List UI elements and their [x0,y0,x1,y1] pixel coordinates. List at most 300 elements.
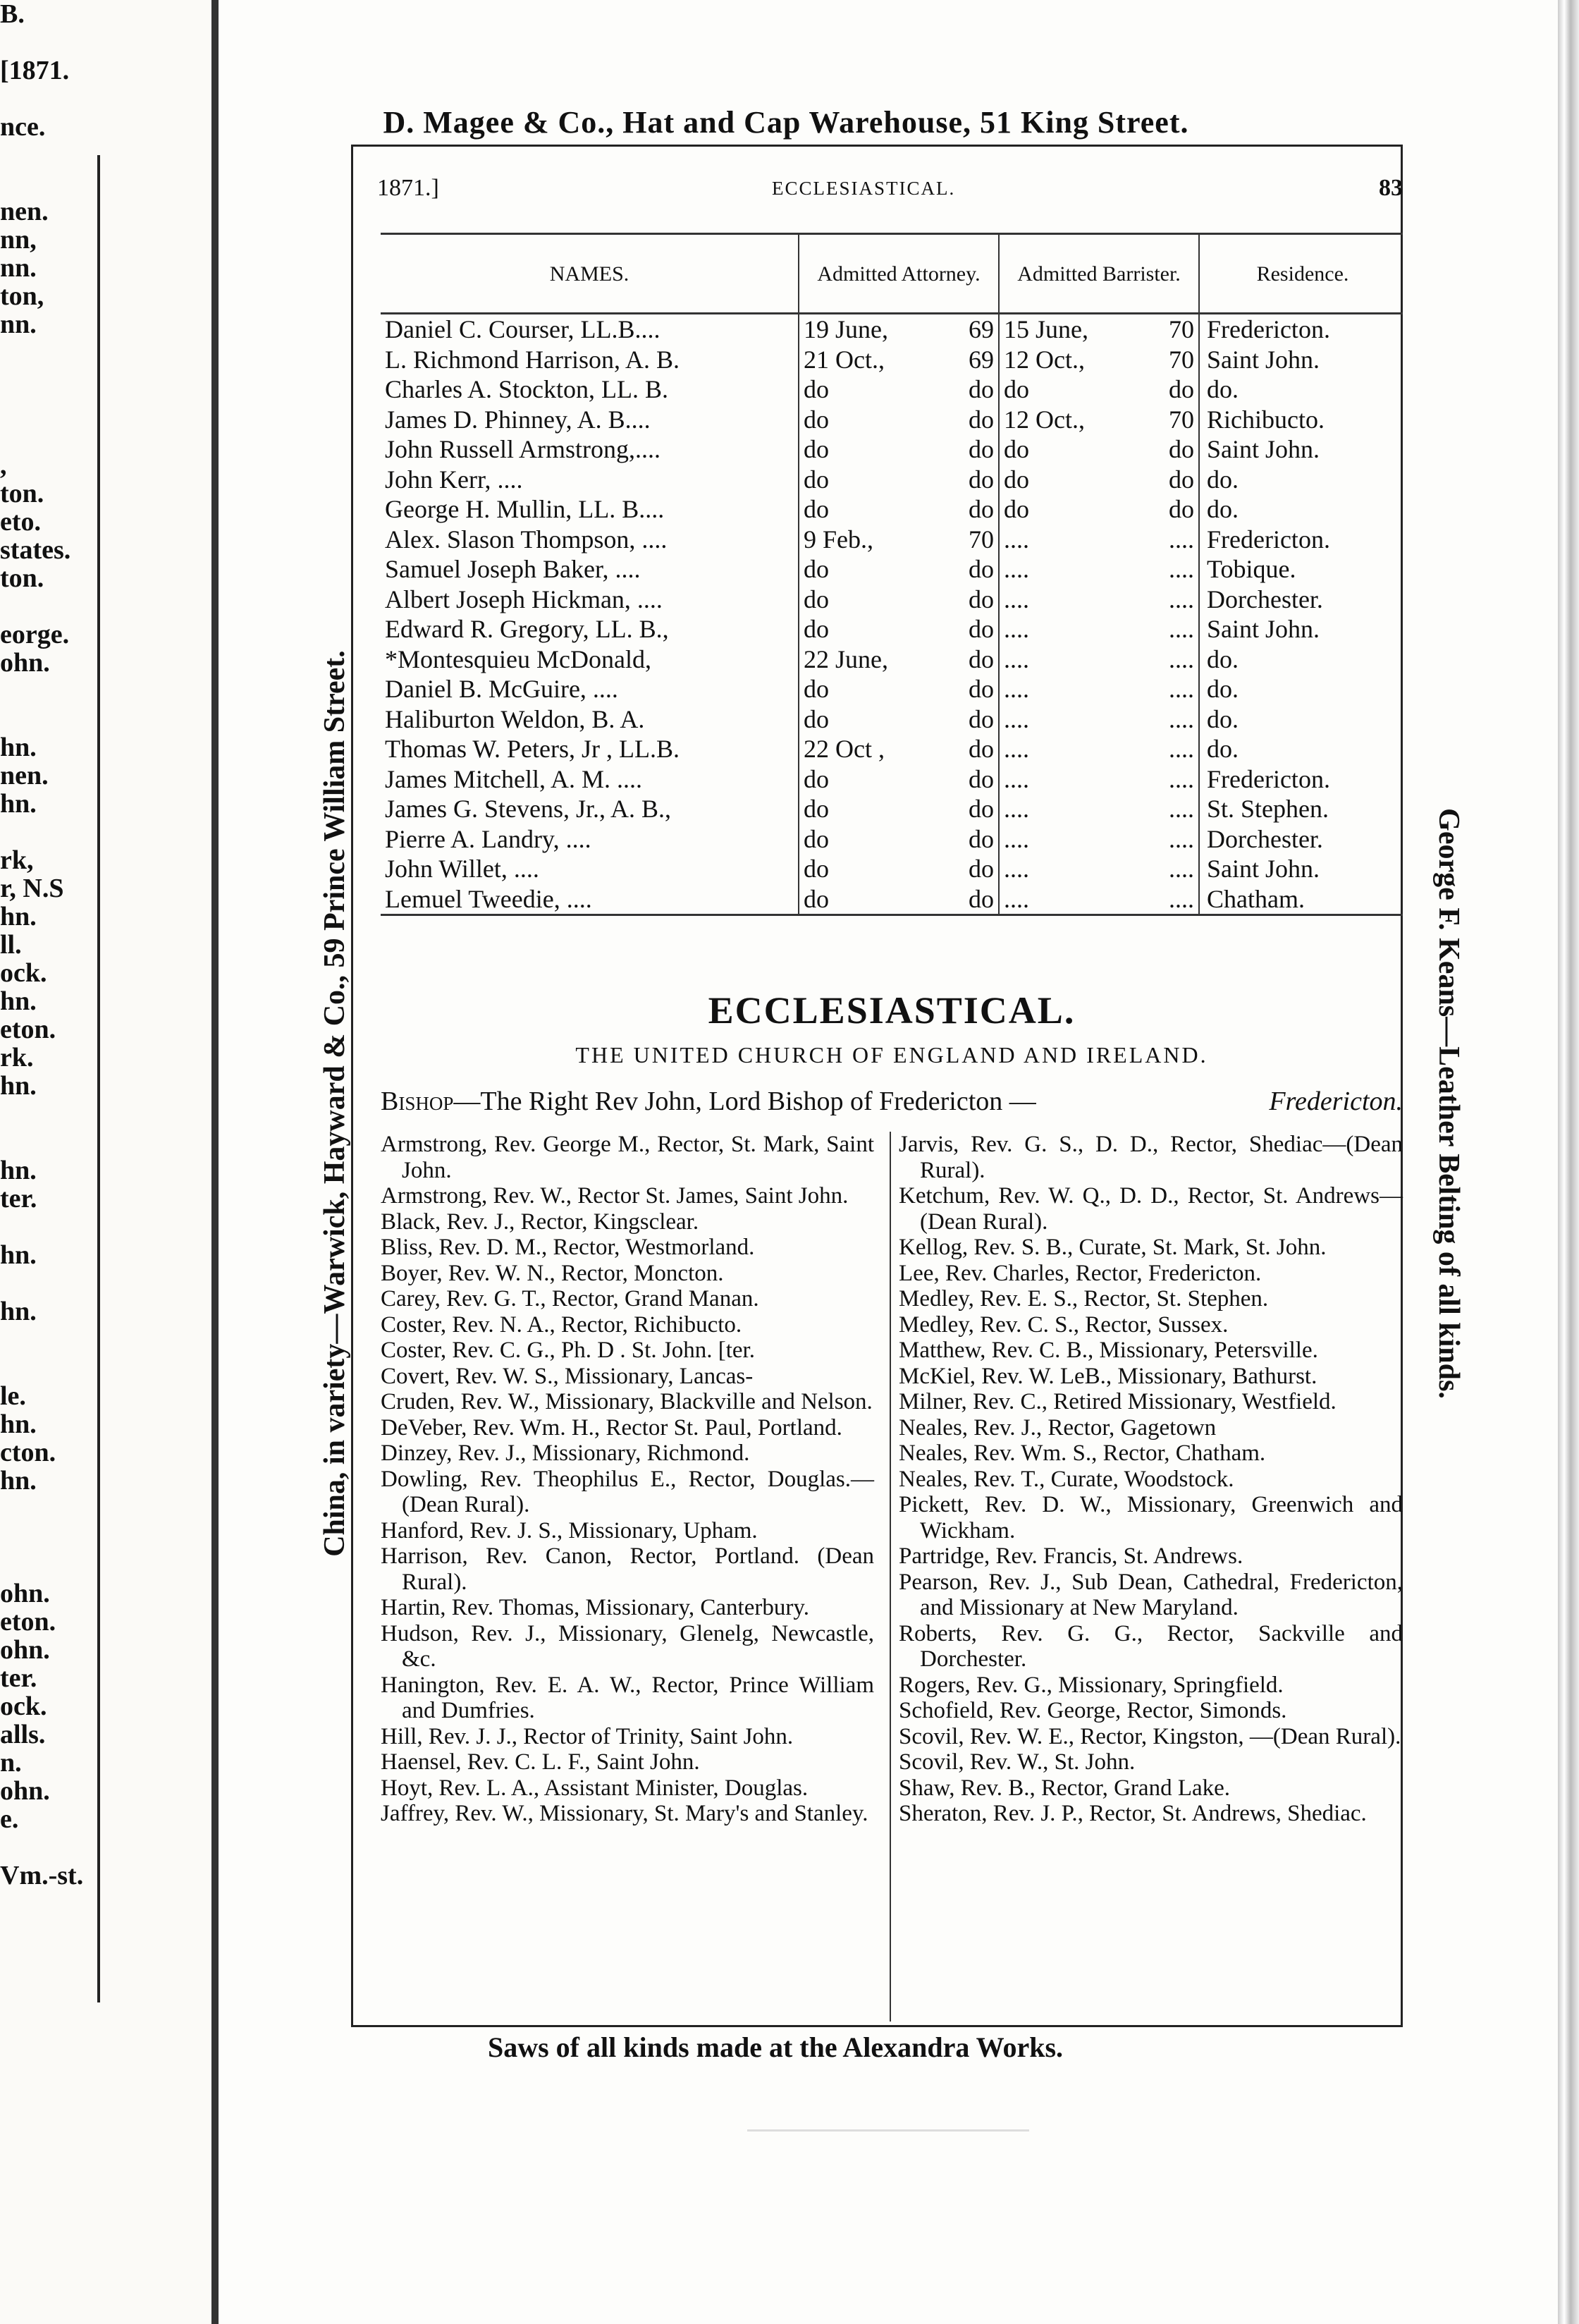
clergy-entry: DeVeber, Rev. Wm. H., Rector St. Paul, Portland. [381,1414,842,1441]
lawyer-name: Charles A. Stockton, LL. B. [385,375,668,404]
previous-page-line [0,1551,92,1579]
attorney-date: do [804,675,829,704]
lawyer-name: Albert Joseph Hickman, .... [385,585,663,613]
previous-page-line [0,423,92,451]
admitted-barrister-cell [999,734,1199,764]
barrister-date: .... [1004,824,1029,853]
barrister-year: do [1169,495,1194,524]
previous-page-line [0,705,92,733]
clergy-entry: Dowling, Rev. Theophilus E., Rector, Douglas.—(Dean Rural). [381,1466,874,1517]
barrister-year: do [1169,375,1194,404]
table-row [381,345,1403,375]
attorney-year: do [969,824,994,853]
clergy-entry: Pearson, Rev. J., Sub Dean, Cathedral, Fredericton, and Missionary at New Maryland. [899,1569,1403,1620]
attorney-date: 22 Oct , [804,735,885,764]
residence: Saint John. [1199,345,1403,375]
table-row [381,374,1403,405]
barrister-date: .... [1004,585,1029,613]
table-header-row [381,234,1403,314]
barrister-year: .... [1169,644,1194,673]
lawyer-name: James D. Phinney, A. B.... [385,405,651,434]
previous-page-line: n. [0,1748,22,1778]
admitted-attorney-cell [799,884,999,915]
barrister-year: .... [1169,884,1194,913]
barrister-year: do [1169,465,1194,494]
admitted-attorney-cell [799,525,999,555]
previous-page-line [0,169,92,197]
previous-page-line [0,1354,92,1382]
previous-page-line: ter. [0,1184,37,1213]
admitted-barrister-cell [999,345,1199,375]
clergy-entry: Scovil, Rev. W. E., Rector, Kingston, —(Dean Rural). [899,1723,1401,1749]
attorney-year: do [969,884,994,913]
admitted-barrister-cell [999,434,1199,465]
residence: Saint John. [1199,854,1403,884]
admitted-attorney-cell [799,704,999,735]
previous-page-line [0,395,92,423]
previous-page-line: le. [0,1381,26,1411]
clergy-entry: Kellog, Rev. S. B., Curate, St. Mark, St. John. [899,1235,1327,1260]
barrister-year: 70 [1169,315,1194,344]
previous-page-line: r, N.S [0,874,64,903]
previous-page-line: hn. [0,733,37,762]
admitted-barrister-cell [999,525,1199,555]
table-row [381,554,1403,585]
previous-page-line: nen. [0,197,49,226]
attorney-year: 69 [969,345,994,374]
table-row [381,824,1403,855]
previous-page-line: nn, [0,225,37,255]
lawyer-name: *Montesquieu McDonald, [385,644,651,673]
clergy-entry: Neales, Rev. T., Curate, Woodstock. [899,1466,1234,1492]
residence: Saint John. [1199,614,1403,644]
clergy-entry: Haensel, Rev. C. L. F., Saint John. [381,1749,700,1775]
attorney-year: do [969,615,994,644]
residence: Dorchester. [1199,824,1403,855]
previous-page-line: [1871. [0,56,70,85]
barrister-date: 12 Oct., [1004,345,1085,374]
clergy-entry: McKiel, Rev. W. LeB., Missionary, Bathurst. [899,1363,1317,1389]
clergy-entry: Bliss, Rev. D. M., Rector, Westmorland. [381,1235,755,1260]
admitted-barrister-cell [999,554,1199,585]
ecclesiastical-title: ECCLESIASTICAL. [708,989,1076,1032]
admitted-attorney-cell [799,405,999,435]
header-admitted-attorney: Admitted Attorney. [799,234,999,314]
page-number: 83 [1379,175,1403,201]
clergy-entry: Hanington, Rev. E. A. W., Rector, Prince William and Dumfries. [381,1672,874,1723]
clergy-entry: Medley, Rev. C. S., Rector, Sussex. [899,1311,1229,1338]
admitted-barrister-cell [999,374,1199,405]
church-heading: THE UNITED CHURCH OF ENGLAND AND IRELAND. [575,1042,1208,1068]
table-row [381,434,1403,465]
attorney-year: do [969,855,994,883]
attorney-date: do [804,585,829,613]
attorney-date: do [804,495,829,524]
bottom-advertisement: Saws of all kinds made at the Alexandra Works. [487,2031,1064,2063]
admitted-barrister-cell [999,465,1199,495]
table-row [381,764,1403,795]
barrister-year: .... [1169,855,1194,883]
lawyer-name: James G. Stevens, Jr., A. B., [385,795,672,824]
barrister-date: do [1004,375,1029,404]
barrister-year: .... [1169,824,1194,853]
residence: do. [1199,734,1403,764]
clergy-entry: Covert, Rev. W. S., Missionary, Lancas- [381,1363,754,1389]
lawyer-name: Thomas W. Peters, Jr , LL.B. [385,735,680,764]
clergy-entry: Partridge, Rev. Francis, St. Andrews. [899,1543,1243,1569]
clergy-entry: Coster, Rev. C. G., Ph. D . St. John. [ter. [381,1338,755,1363]
table-row [381,854,1403,884]
bishop-label: Bishop [381,1087,454,1116]
table-row [381,794,1403,824]
admitted-attorney-cell [799,854,999,884]
top-advertisement: D. Magee & Co., Hat and Cap Warehouse, 51 King Street. [383,105,1189,140]
previous-page-line: hn. [0,1297,37,1326]
previous-page-line: ton. [0,479,44,508]
residence: Chatham. [1199,884,1403,915]
lawyer-name: L. Richmond Harrison, A. B. [385,345,680,374]
previous-page-line [0,1326,92,1354]
table-row [381,465,1403,495]
right-vertical-advertisement: George F. Keans—Leather Belting of all kinds. [1432,808,1465,1399]
header-names: NAMES. [381,234,799,314]
clergy-entry: Medley, Rev. E. S., Rector, St. Stephen. [899,1286,1269,1311]
previous-page-line: ton. [0,563,44,593]
barrister-year: .... [1169,615,1194,644]
admitted-barrister-cell [999,884,1199,915]
attorney-date: do [804,795,829,824]
admitted-barrister-cell [999,644,1199,675]
attorney-date: 22 June, [804,644,888,673]
clergy-entry: Neales, Rev. Wm. S., Rector, Chatham. [899,1441,1266,1466]
previous-page-line: ton, [0,281,44,311]
admitted-barrister-cell [999,405,1199,435]
previous-page-line [0,367,92,395]
previous-page-line: ohn. [0,1776,50,1806]
attorney-date: do [804,704,829,733]
attorney-year: 69 [969,315,994,344]
barrister-year: do [1169,435,1194,464]
attorney-year: do [969,375,994,404]
admitted-attorney-cell [799,314,999,345]
lawyer-name: Haliburton Weldon, B. A. [385,704,645,733]
previous-page-line [0,1213,92,1241]
table-row [381,405,1403,435]
previous-page-line: hn. [0,1156,37,1185]
running-header [377,175,1406,210]
column-divider [890,1132,891,2022]
clergy-entry: Roberts, Rev. G. G., Rector, Sackville and Dorchester. [899,1620,1403,1672]
admitted-attorney-cell [799,764,999,795]
lawyer-name: Edward R. Gregory, LL. B., [385,615,669,644]
barrister-date: .... [1004,615,1029,644]
barrister-date: .... [1004,675,1029,704]
previous-page-line: hn. [0,789,37,819]
attorney-date: 9 Feb., [804,525,873,554]
clergy-entry: Hudson, Rev. J., Missionary, Glenelg, Newcastle, &c. [381,1620,874,1672]
attorney-date: do [804,555,829,584]
attorney-year: do [969,585,994,613]
admitted-attorney-cell [799,644,999,675]
previous-page-line: rk, [0,845,34,875]
table-row [381,674,1403,704]
lawyer-name: Daniel C. Courser, LL.B.... [385,315,661,344]
admitted-attorney-cell [799,345,999,375]
previous-page-line [0,85,92,113]
admitted-attorney-cell [799,614,999,644]
attorney-date: do [804,764,829,793]
previous-page-line: nen. [0,761,49,790]
table-row [381,525,1403,555]
previous-page-line: hn. [0,1466,37,1496]
previous-page-line: ohn. [0,1635,50,1665]
residence: Saint John. [1199,434,1403,465]
barrister-year: .... [1169,735,1194,764]
barrister-date: 12 Oct., [1004,405,1085,434]
previous-page-line [0,1523,92,1551]
previous-page-line: Vm.-st. [0,1861,84,1890]
clergy-entry: Jaffrey, Rev. W., Missionary, St. Mary's and Stanley. [381,1801,868,1826]
clergy-entry: Lee, Rev. Charles, Rector, Fredericton. [899,1260,1262,1286]
previous-page-line: e. [0,1804,19,1834]
header-section: ECCLESIASTICAL. [772,178,956,199]
attorney-year: do [969,555,994,584]
clergy-entry: Hill, Rev. J. J., Rector of Trinity, Saint John. [381,1723,794,1749]
barrister-date: do [1004,495,1029,524]
previous-page-line [0,1833,92,1861]
clergy-entry: Milner, Rev. C., Retired Missionary, Westfield. [899,1389,1337,1414]
lawyers-table [381,233,1403,916]
admitted-attorney-cell [799,374,999,405]
barrister-date: .... [1004,884,1029,913]
barrister-date: 15 June, [1004,315,1088,344]
previous-page-line: ll. [0,930,22,960]
table-row [381,314,1403,345]
previous-page-line [0,338,92,367]
attorney-date: do [804,375,829,404]
residence: Fredericton. [1199,525,1403,555]
admitted-attorney-cell [799,824,999,855]
attorney-date: do [804,884,829,913]
attorney-date: 19 June, [804,315,888,344]
lawyer-name: John Kerr, .... [385,465,523,494]
previous-page-line [0,1269,92,1297]
admitted-attorney-cell [799,494,999,525]
admitted-attorney-cell [799,794,999,824]
clergy-entry: Shaw, Rev. B., Rector, Grand Lake. [899,1775,1231,1801]
attorney-year: do [969,795,994,824]
residence: do. [1199,465,1403,495]
admitted-barrister-cell [999,494,1199,525]
admitted-barrister-cell [999,824,1199,855]
barrister-date: .... [1004,704,1029,733]
previous-page-line: B. [0,0,25,29]
attorney-year: do [969,735,994,764]
previous-page-column [0,0,92,1890]
previous-page-line: rk. [0,1043,34,1072]
admitted-barrister-cell [999,614,1199,644]
admitted-attorney-cell [799,734,999,764]
previous-page-line: nn. [0,310,37,339]
clergy-entry: Cruden, Rev. W., Missionary, Blackville and Nelson. [381,1389,873,1414]
barrister-year: .... [1169,585,1194,613]
previous-page-line: nce. [0,112,46,142]
clergy-entry: Hartin, Rev. Thomas, Missionary, Canterbury. [381,1595,809,1620]
admitted-barrister-cell [999,794,1199,824]
page-gutter [211,0,219,2324]
lawyer-name: Alex. Slason Thompson, .... [385,525,668,554]
residence: do. [1199,674,1403,704]
residence: Fredericton. [1199,314,1403,345]
clergy-entry: Carey, Rev. G. T., Rector, Grand Manan. [381,1286,759,1311]
barrister-year: .... [1169,795,1194,824]
bishop-seat: Fredericton. [1269,1087,1403,1116]
previous-page-line [0,1495,92,1523]
clergy-entry: Pickett, Rev. D. W., Missionary, Greenwich and Wickham. [899,1492,1403,1543]
header-admitted-barrister: Admitted Barrister. [999,234,1199,314]
previous-page-line: eorge. [0,620,70,649]
previous-page-line [0,1128,92,1156]
clergy-entry: Rogers, Rev. G., Missionary, Springfield. [899,1672,1284,1698]
previous-page-line: cton. [0,1438,56,1467]
page-edge [1558,0,1579,2324]
previous-page-line [0,1100,92,1128]
previous-page-line: hn. [0,986,37,1016]
barrister-year: .... [1169,764,1194,793]
barrister-year: 70 [1169,345,1194,374]
table-row [381,644,1403,675]
lawyer-name: James Mitchell, A. M. .... [385,764,642,793]
clergy-entry: Armstrong, Rev. W., Rector St. James, Saint John. [381,1183,849,1209]
lawyer-name: John Russell Armstrong,.... [385,435,661,464]
admitted-attorney-cell [799,465,999,495]
previous-page-line [0,28,92,56]
lawyer-name: Daniel B. McGuire, .... [385,675,618,704]
admitted-barrister-cell [999,854,1199,884]
admitted-attorney-cell [799,554,999,585]
admitted-barrister-cell [999,704,1199,735]
previous-page-line: nn. [0,253,37,283]
left-vertical-advertisement: China, in variety—Warwick, Hayward & Co., 59 Prince William Street. [319,650,351,1557]
barrister-year: .... [1169,525,1194,554]
clergy-entry: Black, Rev. J., Rector, Kingsclear. [381,1209,699,1235]
residence: Fredericton. [1199,764,1403,795]
clergy-entry: Coster, Rev. N. A., Rector, Richibucto. [381,1311,742,1338]
admitted-barrister-cell [999,585,1199,615]
clergy-entry: Boyer, Rev. W. N., Rector, Moncton. [381,1260,724,1286]
attorney-date: do [804,824,829,853]
previous-page-rule [97,155,100,2002]
admitted-attorney-cell [799,585,999,615]
attorney-year: do [969,644,994,673]
residence: Richibucto. [1199,405,1403,435]
clergy-entry: Sheraton, Rev. J. P., Rector, St. Andrews, Shediac. [899,1801,1367,1826]
clergy-entry: Harrison, Rev. Canon, Rector, Portland. (Dean Rural). [381,1543,874,1595]
attorney-date: do [804,855,829,883]
table-row [381,884,1403,915]
attorney-year: do [969,764,994,793]
previous-page-line: , [0,451,7,480]
lawyer-name: Lemuel Tweedie, .... [381,884,799,915]
residence: Dorchester. [1199,585,1403,615]
clergy-entry: Jarvis, Rev. G. S., D. D., Rector, Shediac—(Dean Rural). [899,1132,1403,1183]
barrister-date: .... [1004,735,1029,764]
lawyer-name: George H. Mullin, LL. B.... [385,495,665,524]
clergy-entry: Ketchum, Rev. W. Q., D. D., Rector, St. Andrews—(Dean Rural). [899,1183,1403,1235]
clergy-entry: Neales, Rev. J., Rector, Gagetown [899,1414,1217,1441]
previous-page-line: alls. [0,1720,46,1749]
attorney-year: do [969,495,994,524]
table-row [381,494,1403,525]
clergy-entry: Schofield, Rev. George, Rector, Simonds. [899,1698,1287,1723]
clergy-entry: Dinzey, Rev. J., Missionary, Richmond. [381,1441,750,1466]
barrister-date: do [1004,465,1029,494]
barrister-year: 70 [1169,405,1194,434]
lawyer-name: John Willet, .... [385,855,539,883]
admitted-attorney-cell [799,674,999,704]
attorney-year: do [969,405,994,434]
previous-page-line: states. [0,535,71,565]
bishop-line [381,1086,1403,1117]
clergy-entry: Armstrong, Rev. George M., Rector, St. Mark, Saint John. [381,1132,874,1183]
residence: do. [1199,494,1403,525]
attorney-date: do [804,405,829,434]
clergy-entry: Matthew, Rev. C. B., Missionary, Petersville. [899,1338,1318,1363]
clergy-entry: Scovil, Rev. W., St. John. [899,1749,1136,1775]
table-row [381,704,1403,735]
previous-page-line: ock. [0,958,47,988]
attorney-year: do [969,465,994,494]
previous-page-line: ock. [0,1692,47,1721]
clergy-left-column [381,1132,874,1827]
admitted-barrister-cell [999,674,1199,704]
clergy-right-column [899,1132,1403,1827]
previous-page-line: eton. [0,1607,56,1637]
barrister-date: .... [1004,855,1029,883]
previous-page-line: eton. [0,1015,56,1044]
attorney-date: do [804,435,829,464]
lawyer-name: Samuel Joseph Baker, .... [385,555,641,584]
attorney-year: do [969,435,994,464]
barrister-date: .... [1004,795,1029,824]
barrister-date: .... [1004,525,1029,554]
admitted-barrister-cell [999,314,1199,345]
previous-page-line [0,141,92,169]
barrister-date: .... [1004,644,1029,673]
admitted-attorney-cell [799,434,999,465]
residence: do. [1199,704,1403,735]
clergy-entry: Hanford, Rev. J. S., Missionary, Upham. [381,1517,758,1543]
clergy-entry: Hoyt, Rev. L. A., Assistant Minister, Douglas. [381,1775,809,1801]
previous-page-line [0,677,92,705]
previous-page-line: hn. [0,1409,37,1439]
previous-page-line [0,818,92,846]
previous-page-line: eto. [0,507,42,537]
header-residence: Residence. [1199,234,1403,314]
table-row [381,734,1403,764]
header-year: 1871.] [377,175,439,201]
previous-page-strip [0,0,211,2324]
attorney-year: do [969,675,994,704]
previous-page-line: ohn. [0,1579,50,1608]
residence: do. [1199,374,1403,405]
barrister-date: .... [1004,555,1029,584]
barrister-date: .... [1004,764,1029,793]
residence: St. Stephen. [1199,794,1403,824]
table-row [381,585,1403,615]
barrister-year: .... [1169,675,1194,704]
previous-page-line: ohn. [0,648,50,678]
